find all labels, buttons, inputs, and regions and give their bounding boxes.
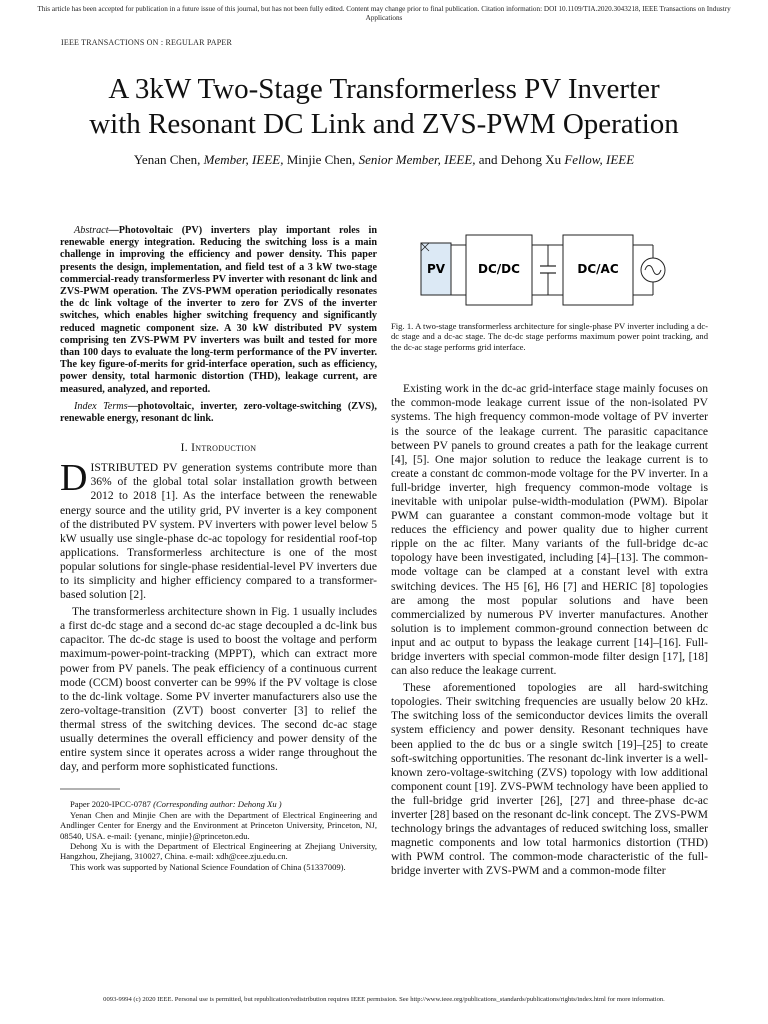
right-column — [391, 225, 708, 879]
publication-notice: This article has been accepted for publication in a future issue of this journal, but has not been fully edited. Content may change prior to final publication. Citation information: DOI 10.1109/TIA.2020.3043218, IEEE Transactions on Industry Applications — [37, 5, 731, 22]
pv-label: PV — [426, 262, 446, 276]
footnote-paper-id: Paper 2020-IPCC-0787 (Corresponding author: Dehong Xu ) — [70, 799, 282, 810]
intro-paragraph-2: The transformerless architecture shown in Fig. 1 usually includes a first dc-dc stage and a second dc-ac stage decoupled a dc-link bus capacitor. The dc-dc stage is used to boost the voltage and perform maximum-power-point-tracking (MPPT), which can extract more power from PV panels. The peak efficiency of a continuous current mode (CCM) boost converter can be 99% if the PV voltage is close to the dc-link voltage. Some PV inverter manufacturers also use the zero-voltage-transition (ZVT) boost converter [3] to relief the thermal stress of the switching devices. The second dc-ac stage usually determines the overall efficiency and power density of the entire system since it operates across a wider range throughout the day, and perform more sophisticated functions. — [60, 605, 377, 774]
index-terms — [60, 401, 377, 425]
right-body — [391, 382, 708, 878]
block-diagram — [391, 225, 708, 315]
figure-1 — [391, 225, 708, 315]
abstract — [60, 225, 377, 396]
author-2: Minjie Chen, — [286, 152, 356, 167]
ac-grid-source-icon — [641, 258, 665, 282]
author-2-role: Senior Member, IEEE, — [358, 152, 476, 167]
dcac-label: DC/AC — [577, 262, 619, 276]
abstract-text: —Photovoltaic (PV) inverters play important roles in renewable energy integration. Reducing the switching loss is a main challenge in improving the efficiency and power density. This paper presents the design, implementation, and field test of a 3 kW two-stage commercial-ready transformerless PV inverter with resonant dc link and ZVS-PWM operation. The ZVS-PWM operation periodically resonates the dc link voltage of the inverter to zero for ZVS of the inverter switches, which enables higher switching frequency and significantly reduced magnetic component size. A 30 kW distributed PV system comprising ten ZVS-PWM PV inverters was built and tested for more than 100 days to evaluate the long-term performance of the PV inverter. The key figure-of-merits for grid-interface operation, such as efficiency, power density, total harmonic distortion (THD), leakage current, are measured, analyzed, and reported. — [60, 225, 377, 395]
footnotes — [60, 799, 377, 872]
author-1-role: Member, IEEE, — [203, 152, 284, 167]
section-number: I. — [180, 442, 188, 455]
intro-paragraph-1: DISTRIBUTED PV generation systems contribute more than 36% of the global total solar installation growth between 2012 to 2018 [1]. As the interface between the renewable energy source and the utility grid, PV inverter is a key component of the distributed PV system. PV inverters with power level below 5 kW usually use single-phase dc-ac topology for residential roof-top applications. Transformerless architecture is one of the most popular solutions for single-phase residential-level PV inverters due to its simplicity and higher efficiency compared to a transformer-based solution [2]. — [60, 457, 377, 602]
author-1: Yenan Chen, — [133, 152, 201, 167]
drop-cap: D — [60, 457, 88, 500]
running-head: IEEE TRANSACTIONS ON : REGULAR PAPER — [61, 38, 232, 47]
dc-link-capacitor-icon — [540, 245, 556, 295]
dcdc-label: DC/DC — [478, 262, 520, 276]
left-column — [60, 225, 377, 872]
introduction-body — [60, 457, 377, 774]
right-paragraph-1: Existing work in the dc-ac grid-interface stage mainly focuses on the common-mode leakage current issue of the non-isolated PV systems. The high frequency common-mode voltage of PV inverter is the source of the leakage current. The parasitic capacitance between PV panels to ground creates a path for the leakage current [4], [5]. One major solution to reduce the leakage current is to create a constant dc common-mode voltage for the PV inverter. In a full-bridge inverter, high frequency common-mode voltage is inevitable with unipolar pulse-width-modulation (PWM). Bipolar PWM can guarantee a constant common-mode voltage but it reduces the efficiency and power quality due to higher current ripple on the ac filter. Many variants of the full-bridge dc-ac topology have been investigated, including [4]–[13]. The common-mode voltage can be clamped at a constant level with extra switching devices. The H5 [6], H6 [7] and HERIC [8] topologies are among the most popular solutions and have been commercialized by numerous PV inverter manufactures. Another solution is to implement common-ground connection between dc input and ac output to bypass the leakage current [14]–[16]. Full-bridge inverters with special common-mode filter design [17], [18] can also reduce the leakage current. — [391, 382, 708, 678]
title-line-1: A 3kW Two-Stage Transformerless PV Inverter — [108, 73, 660, 105]
index-terms-text: —photovoltaic, inverter, zero-voltage-switching (ZVS), renewable energy, resonant dc link. — [60, 400, 377, 425]
index-terms-label: Index Terms — [74, 400, 128, 412]
footnote-affiliation-2: Dehong Xu is with the Department of Electrical Engineering at Zhejiang University, Hangzhou, Zhejiang, 310027, China. e-mail: xdh@cee.zju.edu.cn. — [60, 840, 377, 862]
figure-1-caption: Fig. 1. A two-stage transformerless architecture for single-phase PV inverter including a dc-dc stage and a dc-ac stage. The dc-dc stage performs maximum power point tracking, and the dc-ac stage performs grid interface. — [391, 321, 708, 352]
section-heading — [60, 441, 377, 455]
right-paragraph-2: These aforementioned topologies are all hard-switching topologies. Their switching frequencies are usually below 20 kHz. The switching loss of the semiconductor devices limits the overall system efficiency and power density. Resonant techniques have been applied to the dc bus or a single switch [19]–[25] to create soft-switching opportunities. The resonant dc-link inverter is a well-known zero-voltage-switching (ZVS) topology with low additional component count [19]. ZVS-PWM technology have been applied to the full-bridge grid inverter [26], [27] and three-phase dc-ac inverter [28] based on the resonant dc-link concept. The ZVS-PWM technology brings the advantages of reduced switching loss, smaller magnetic components and low total harmonics distortion (THD) with PWM control. The common-mode characteristic of the full-bridge inverter with ZVS-PWM and a common-mode filter — [391, 681, 708, 878]
paper-title — [30, 72, 738, 142]
author-3: and Dehong Xu — [478, 152, 562, 167]
copyright-notice: 0093-9994 (c) 2020 IEEE. Personal use is permitted, but republication/redistribution requires IEEE permission. See http://www.ieee.org/publications_standards/publications/rights/index.html for more information. — [103, 996, 665, 1003]
author-3-role: Fellow, IEEE — [564, 152, 635, 167]
footnote-affiliation-1: Yenan Chen and Minjie Chen are with the Department of Electrical Engineering and Andlinger Center for Energy and the Environment at Princeton University, Princeton, NJ, 08540, USA. e-mail: {yenanc, minjie}@princeton.edu. — [60, 809, 377, 841]
footnote-funding: This work was supported by National Science Foundation of China (51337009). — [70, 861, 346, 872]
footnote-divider — [60, 788, 120, 790]
author-list — [30, 152, 738, 168]
abstract-label: Abstract — [74, 225, 109, 236]
section-title: Introduction — [191, 442, 257, 455]
title-line-2: with Resonant DC Link and ZVS-PWM Operation — [89, 108, 679, 140]
